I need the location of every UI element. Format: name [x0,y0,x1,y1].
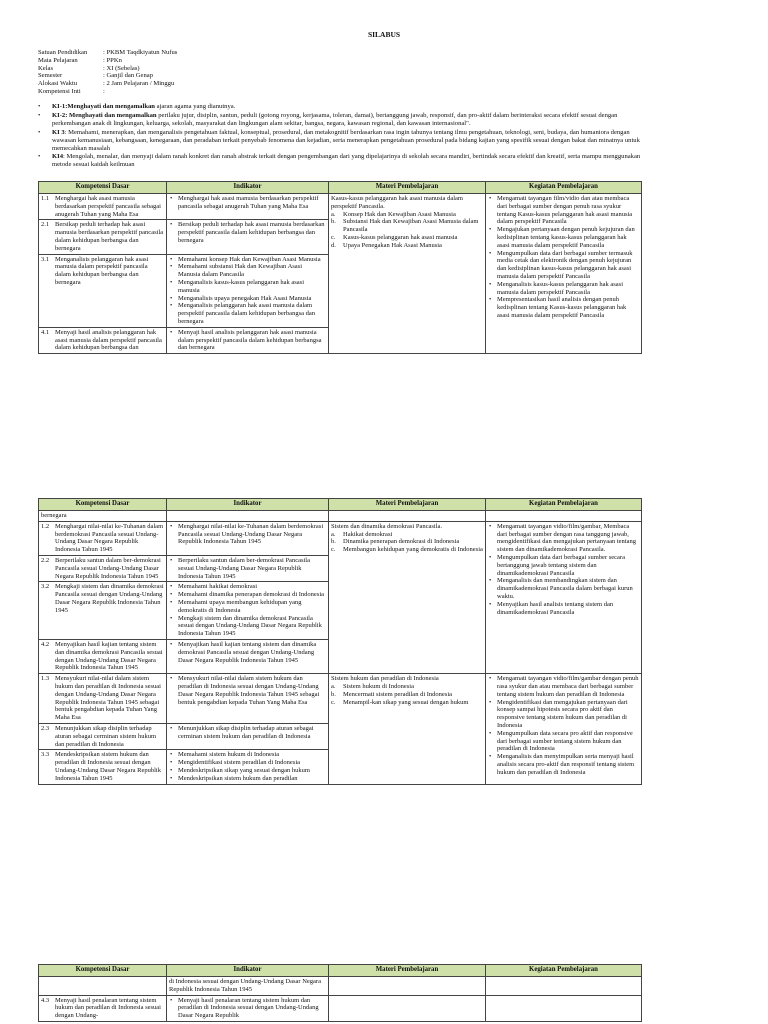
materi-item [331,241,483,250]
identity-value: : XI (Sebelas) [103,64,140,72]
indikator-item: • Mensyukuri nilai-nilai dalam sistem hukum dan peradilan di Indonesia sesuai dengan Undang-Undang Dasar Negara Republik Indonesia Tahun 1945 sebagai bentuk pengabdian kepada Tuhan Yang Maha Esa [178,675,326,706]
kompetensi-dasar-item [41,256,164,287]
indikator-cell [167,750,329,784]
indikator-list [169,641,326,664]
table-row [39,674,642,724]
identity-value: : PPKn [103,56,122,64]
materi-marker: c. [331,546,336,554]
indikator-cell [167,220,329,254]
indikator-list [169,329,326,352]
header-indikator: Indikator [167,499,329,511]
ki-item [38,103,648,111]
header-kompetensi-dasar: Kompetensi Dasar [39,965,167,977]
header-materi: Materi Pembelajaran [329,182,486,194]
syllabus-table-2 [38,498,642,785]
materi-text: Upaya Penegakan Hak Asasi Manusia [343,241,442,249]
indikator-item: • Menyaji hasil analisis pelanggaran hak asasi manusia dalam perspektif pancasila dalam kehidupan berbangsa dan bernegara [178,329,326,352]
materi-text: Kasus-kasus pelanggaran hak asasi manusia [343,233,458,241]
ki-item [38,153,648,169]
header-indikator: Indikator [167,965,329,977]
indikator-cell [167,723,329,749]
materi-item [331,233,483,242]
kegiatan-item: • Mengajukan pertanyaan dengan penuh kejujuran dan kedisiplinan tentang kasus-kasus pelanggaran hak asasi manusia dalam perspektif Pancasila [497,226,639,249]
indikator-item: • Menunjukkan sikap disiplin terhadap aturan sebagai cerminan sistem hukum dan peradilan di Indonesia [178,725,326,741]
indikator-item: • Mengkaji sistem dan dinamika demokrasi Pancasila sesuai dengan Undang-Undang Dasar Negara Republik Indonesia Tahun 1945 [178,615,326,638]
kd-cell [39,254,167,327]
kegiatan-cell [486,674,642,784]
kegiatan-item: • Mengamati tayangan vidio/film/gambar dengan penuh rasa syukur dan atau membaca dari berbagai sumber tentang sistem hukum dan peradilan di Indonesia [497,675,639,698]
kegiatan-item: • Menyajikan hasil analisis tentang sistem dan dinamikademokrasi Pancasila [497,601,639,617]
identity-value: : Ganjil dan Genap [103,72,153,80]
table-row [39,521,642,555]
indikator-item: • Memahami konsep Hak dan Kewajiban Asasi Manusia [178,256,326,264]
header-indikator: Indikator [167,182,329,194]
ki-body: : Mengolah, menalar, dan menyaji dalam ranah konkret dan ranah abstrak terkait dengan pengembangan dari yang dipelajarinya di sekolah secara mandiri, bertindak secara efektif dan kreatif, serta mampu menggunakan metode sesuai kaidah keilmuan [52,153,641,169]
kegiatan-cell [486,521,642,673]
identity-row [38,57,678,65]
kd-number: 3.1 [41,255,50,263]
empty-cell [329,995,486,1021]
indikator-carry-cell: di Indonesia sesuai dengan Undang-Undang Dasar Negara Republik Indonesia Tahun 1945 [167,977,329,996]
indikator-item: • Memahami hakikat demokrasi [178,583,326,591]
kompetensi-dasar-item [41,641,164,672]
ki-heading: KI-1:Menghayati dan mengamalkan [52,103,155,110]
indikator-list [169,997,326,1020]
kompetensi-dasar-item [41,221,164,252]
kompetensi-dasar-item [41,675,164,722]
kegiatan-item: • Mempresentasikan hasil analisis dengan penuh kedisplinan tentang Kasus-kasus pelanggaran hak asasi manusia dalam perspektif Pancasila [497,296,639,319]
kd-text: Mengkaji sistem dan dinamika demokrasi Pancasila sesuai dengan Undang-Undang Dasar Negara Republik Indonesia Tahun 1945 [55,583,164,614]
indikator-item: • Menganalisis upaya penegakan Hak Asasi Manusia [178,295,326,303]
kd-cell [39,723,167,749]
kompetensi-dasar-item [41,557,164,580]
ki-body: : Memahami, menerapkan, dan menganalisis pengetahuan faktual, konseptual, prosedural, dan metakognitif berdasarkan rasa ingin tahunya tentang ilmu pengetahuan, teknologi, seni, budaya, dan humaniora dengan wawasan kemanusiaan, kebangsaan, kenegaraan, dan peradaban terkait penyebab fenomena dan kejadian, serta menerapkan pengetahuan prosedural pada bidang kajian yang spesifik sesuai dengan bakat dan minatnya untuk memecahkan masalah [52,128,640,152]
materi-cell [329,674,486,784]
identity-label: Kompetensi Inti [38,87,81,95]
kegiatan-item: • Mengumpulkan data dari berbagai sumber secara bertanggung jawab tentang sistem dan dinamikademokrasi Pancasila [497,554,639,577]
ki-body: perilaku jujur, disiplin, santun, peduli (gotong royong, kerjasama, toleran, damai), bertanggung jawab, responsif, dan pro-aktif dalam berinteraksi secara efektif sesuai dengan perkembangan anak di lingkungan, keluarga, sekolah, masyarakat dan lingkungan alam sekitar, bangsa, negara, kawasan regional, dan kawasan internasional". [52,111,618,127]
materi-title: Kasus-kasus pelanggaran hak asasi manusia dalam perspektif Pancasila. [331,195,463,210]
kd-cell [39,582,167,640]
empty-cell [329,977,486,996]
document-title: SILABUS [367,30,401,39]
indikator-cell [167,555,329,581]
indikator-cell [167,194,329,220]
kd-number: 3.2 [41,583,50,591]
kd-cell [39,327,167,353]
indikator-item: • Bersikap peduli terhadap hak asasi manusia berdasarkan perspektif pancasila dalam kehidupan berbangsa dan bernegara [178,221,326,244]
identity-label: Kelas [38,64,54,72]
ki-item [38,129,648,153]
kd-cell [39,639,167,673]
materi-text: Konsep Hak dan Kewajiban Asasi Manusia [343,210,456,218]
materi-marker: a. [331,530,336,538]
indikator-list [169,751,326,782]
ki-heading: KI 3 [52,128,65,136]
kd-number: 4.3 [41,996,50,1004]
table-row [39,995,642,1021]
kd-number: 4.2 [41,640,50,648]
kd-number: 3.3 [41,751,50,759]
kd-text: Menghargai hak asasi manusia berdasarkan perspektif pancasila sebagai anugerah Tuhan yang Maha Esa [55,195,161,218]
materi-cell [329,194,486,354]
table-row [39,977,642,996]
empty-cell [167,511,329,522]
kompetensi-dasar-item [41,751,164,782]
kd-cell [39,521,167,555]
kompetensi-inti-list [38,103,648,170]
materi-text: Hakikat demokrasi [343,530,393,538]
kd-number: 1.3 [41,675,50,683]
identity-value: : PKBM Taqdkiyatun Nufus [103,49,178,56]
identity-label: Alokasi Waktu [38,80,78,88]
indikator-item: • Memahami substansi Hak dan Kewajiban Asasi Manusia dalam Pancasila [178,263,326,279]
materi-text: Sistem hukum di Indonesia [343,682,414,690]
materi-item [331,538,483,546]
bullet-icon: • [38,128,41,136]
kompetensi-dasar-item [41,523,164,554]
kd-text: Menghargai nilai-nilai ke-Tuhanan dalam berdemokrasi Pancasila sesuai Undang-Undang Dasar Negara Republik Indonesia Tahun 1945 [55,522,164,554]
identity-label: Satuan Pendidikan [38,49,88,56]
syllabus-table-3 [38,964,642,1022]
header-materi: Materi Pembelajaran [329,965,486,977]
identity-value: : [103,87,105,95]
header-kegiatan: Kegiatan Pembelajaran [486,499,642,511]
ki-heading: KI4 [52,153,63,161]
materi-cell [329,521,486,673]
syllabus-table-1 [38,181,642,354]
indikator-item: • Menganalisis kasus-kasus pelanggaran hak asasi manusia [178,279,326,295]
ki-text [52,112,648,128]
empty-cell [486,977,642,996]
materi-marker: d. [331,241,336,249]
empty-cell [39,977,167,996]
kegiatan-list [488,195,639,320]
kompetensi-dasar-item [41,725,164,748]
indikator-item: • Menyaji hasil penalaran tentang sistem hukum dan peradilan di Indonesia sesuai dengan Undang-Undang Dasar Negara Republik [178,997,326,1020]
indikator-cell [167,995,329,1021]
bullet-icon: • [38,111,41,119]
indikator-item: • Berperilaku santun dalam ber-demokrasi Pancasila sesuai Undang-Undang Dasar Negara Republik Indonesia Tahun 1945 [178,557,326,580]
indikator-cell [167,582,329,640]
materi-marker: a. [331,682,336,690]
indikator-item: • Menghargai nilai-nilai ke-Tuhanan dalam berdemokrasi Pancasila sesuai Undang-Undang Dasar Negara Republik Indonesia Tahun 1945 [178,523,326,546]
indikator-cell [167,327,329,353]
identity-row [38,72,678,80]
kd-text: Menyaji hasil analisis pelanggaran hak asasi manusia dalam perspektif pancasila dalam kehidupan berbangsa dan [55,328,162,352]
materi-text: Membangun kehidupan yang demokratis di Indonesia [343,546,483,554]
header-kompetensi-dasar: Kompetensi Dasar [39,499,167,511]
identity-row [38,88,678,96]
indikator-item: • Menganalisis pelanggaran hak asasi manusia dalam perspektif pancasila dalam kehidupan berbangsa dan bernegara [178,302,326,325]
kd-cell [39,995,167,1021]
indikator-item: • Mendeskripsikan sikap yang sesuai dengan hukum [178,767,326,775]
kegiatan-cell [486,194,642,354]
table-row [39,511,642,522]
kegiatan-item: • Mengumpulkan data dari berbagai sumber termasuk media cetak dan elektronik dengan penuh kejujuran dan kedisiplinan kasus-kasus pelanggaran hak asasi manusia dalam perspektif Pancasila [497,250,639,281]
materi-text: Mencermati sistem peradilan di Indonesia [343,690,453,698]
kegiatan-item: • Menganalisis dan membandingkan sistem dan dinamikademokrasi Pancasila dalam berbagai kurun waktu. [497,577,639,600]
materi-item [331,210,483,219]
indikator-list [169,195,326,211]
header-kompetensi-dasar: Kompetensi Dasar [39,182,167,194]
empty-cell [486,995,642,1021]
indikator-list [169,725,326,741]
materi-item [331,530,483,539]
materi-marker: b. [331,690,336,698]
identity-block [38,49,678,96]
ki-body: ajaran agama yang dianutnya. [154,103,236,110]
materi-marker: c. [331,233,336,241]
empty-cell [486,511,642,522]
table-row [39,194,642,220]
indikator-item: • Memahami sistem hukum di Indonesia [178,751,326,759]
indikator-item: • Memahami dinamika penerapan demokrasi di Indonesia [178,591,326,599]
identity-row [38,49,678,57]
kompetensi-dasar-item [41,997,164,1020]
header-kegiatan: Kegiatan Pembelajaran [486,965,642,977]
ki-heading: KI-2: Menghayati dan mengamalkan [52,111,157,119]
kd-text: Menyaji hasil penalaran tentang sistem hukum dan peradilan di Indonesia sesuai dengan Undang- [55,996,161,1020]
indikator-cell [167,674,329,724]
kegiatan-item: • Menganalisis kasus-kasus pelanggaran hak asasi manusia dalam perspektif Pancasila [497,281,639,297]
kd-cell [39,674,167,724]
materi-list [331,211,483,250]
kegiatan-item: • Mengamati tayangan film/vidio dan atau membaca dari berbagai sumber dengan penuh rasa syukur tentang Kasus-kasus pelanggaran hak asasi manusia dalam perspektif Pancasila [497,195,639,226]
indikator-list [169,523,326,546]
kd-carry-cell: bernegara [39,511,167,522]
materi-title: Sistem dan dinamika demokrasi Pancasila. [331,522,443,530]
kd-text: Menganalisis pelanggaran hak asasi manusia dalam perspektif pancasila dalam kehidupan berbangsa dan bernegara [55,255,149,286]
indikator-item: • Memahami upaya membangun kehidupan yang demokratis di Indonesia [178,599,326,615]
indikator-item: • Menghargai hak asasi manusia berdasarkan perspektif pancasila sebagai anugerah Tuhan yang Maha Esa [178,195,326,211]
materi-item [331,698,483,707]
indikator-list [169,583,326,638]
bullet-icon: • [38,153,41,161]
materi-list [331,531,483,554]
header-kegiatan: Kegiatan Pembelajaran [486,182,642,194]
materi-text: Menampil-kan sikap yang sesuai dengan hukum [343,698,469,706]
kd-text: Berperilaku santun dalam ber-demokrasi Pancasila sesuai Undang-Undang Dasar Negara Republik Indonesia Tahun 1945 [55,556,161,580]
identity-label: Semester [38,72,63,80]
materi-marker: b. [331,538,336,546]
materi-marker: b. [331,218,336,226]
indikator-list [169,256,326,326]
kd-number: 2.2 [41,556,50,564]
materi-item [331,218,483,234]
materi-title: Sistem hukum dan peradilan di Indonesia [331,675,439,683]
indikator-cell [167,254,329,327]
empty-cell [329,511,486,522]
ki-text [52,129,648,153]
ki-text [52,103,235,111]
indikator-item: • Mengidentifikasi sistem peradilan di Indonesia [178,759,326,767]
materi-marker: c. [331,698,336,706]
kompetensi-dasar-item [41,195,164,218]
kd-cell [39,194,167,220]
indikator-item: • Menyajikan hasil kajian tentang sistem dan dinamika demokrasi Pancasila sesuai dengan Undang-Undang Dasar Negara Republik Indonesia Tahun 1945 [178,641,326,664]
kegiatan-list [488,675,639,776]
indikator-item: • Mendeskripsikan sistem hukum dan peradilan [178,775,326,783]
kd-number: 4.1 [41,328,50,336]
indikator-list [169,221,326,244]
kd-cell [39,220,167,254]
kompetensi-dasar-item [41,329,164,352]
kd-text: Bersikap peduli terhadap hak asasi manusia berdasarkan perspektif pancasila dalam kehidupan berbangsa dan bernegara [55,221,164,252]
kd-number: 1.2 [41,522,50,530]
kd-text: Mensyukuri nilai-nilai dalam sistem hukum dan peradilan di Indonesia sesuai dengan Undang-Undang Dasar Negara Republik Indonesia Tahun 1945 sebagai bentuk pengabdian kepada Tuhan Yang Maha Esa [55,675,161,722]
kd-number: 1.1 [41,195,50,202]
materi-list [331,683,483,706]
ki-text [52,153,648,169]
kd-text: Menyajikan hasil kajian tentang sistem dan dinamika demokrasi Pancasila sesuai dengan Undang-Undang Dasar Negara Republik Indonesia Tahun 1945 [55,640,163,672]
kegiatan-list [488,523,639,617]
materi-item [331,682,483,691]
kd-cell [39,555,167,581]
materi-item [331,546,483,554]
kd-cell [39,750,167,784]
kegiatan-item: • Mengumpulkan data secara pro aktif dan responsive dari berbagai sumber tentang sistem hukum dan peradilan di Indonesia [497,730,639,753]
kegiatan-item: • Mengamati tayangan vidio/film/gambar, Membaca dari berbagai sumber dengan rasa tanggung jawab, mengidentifikasi dan mengajukan pertanyaan tentang sistem dan dinamikademokrasi Pancasila. [497,523,639,554]
identity-row [38,65,678,73]
header-materi: Materi Pembelajaran [329,499,486,511]
kd-number: 2.1 [41,221,50,229]
materi-item [331,690,483,699]
ki-item [38,112,648,128]
indikator-list [169,675,326,706]
bullet-icon: • [38,103,41,110]
kegiatan-item: • Menganalisis dan menyimpulkan serta menyaji hasil analisis secara pro-aktif dan responsif tentang sistem hukum dan peradilan di Indonesia [497,753,639,776]
materi-text: Dinamika penerapan demokrasi di Indonesia [343,538,460,546]
kd-text: Menunjukkan sikap disiplin terhadap aturan sebagai cerminan sistem hukum dan peradilan di Indonesia [55,724,157,748]
materi-marker: a. [331,210,336,218]
kd-text: Mendeskripsikan sistem hukum dan peradilan di Indonesia sesuai dengan Undang-Undang Dasar Negara Republik Indonesia Tahun 1945 [55,751,161,782]
identity-label: Mata Pelajaran [38,56,78,64]
identity-row [38,80,678,88]
materi-text: Substansi Hak dan Kewajiban Asasi Manusia dalam Pancasila [343,218,479,234]
kd-number: 2.3 [41,724,50,732]
identity-value: : 2 Jam Pelajaran / Minggu [103,80,175,88]
kompetensi-dasar-item [41,583,164,614]
kegiatan-item: • Mengidentifikasi dan mengajukan pertanyaan dari konsep sampai hipotesis secara pro aktif dan responsive tentang sistem hukum dan peradilan di Indonesia [497,699,639,730]
indikator-cell [167,521,329,555]
indikator-cell [167,639,329,673]
indikator-list [169,557,326,580]
